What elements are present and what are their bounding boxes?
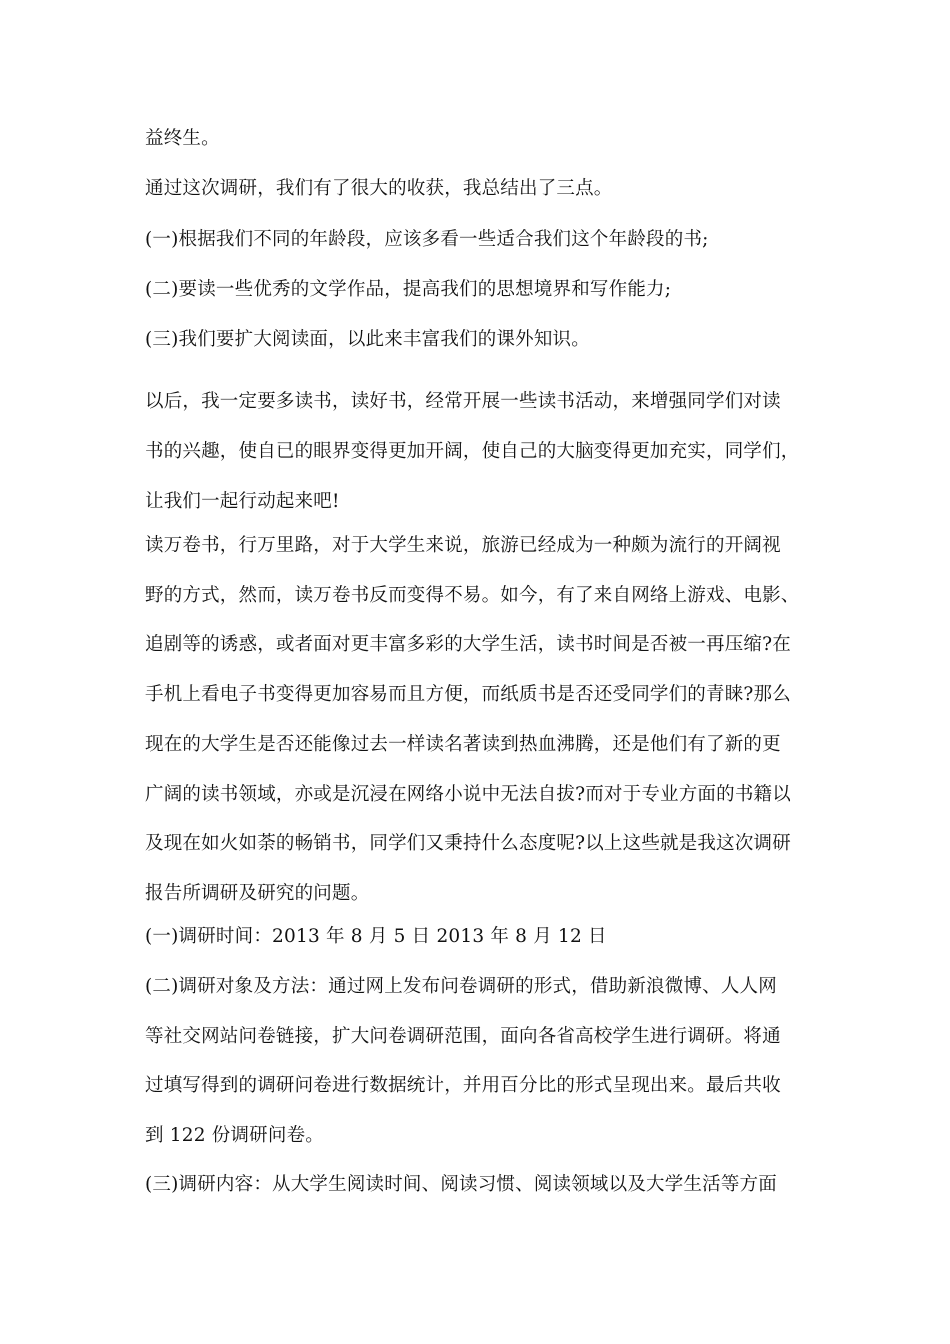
paragraph bbox=[145, 128, 825, 150]
text-line: (一)调研时间：2013 年 8 月 5 日 2013 年 8 月 12 日 bbox=[145, 926, 607, 947]
text-line: 广阔的读书领域，亦或是沉浸在网络小说中无法自拔?而对于专业方面的书籍以 bbox=[145, 783, 791, 805]
text-line: 及现在如火如荼的畅销书，同学们又秉持什么态度呢?以上这些就是我这次调研 bbox=[145, 833, 791, 855]
text-line: (三)我们要扩大阅读面，以此来丰富我们的课外知识。 bbox=[145, 329, 590, 350]
paragraph bbox=[145, 962, 825, 1161]
text-line: 过填写得到的调研问卷进行数据统计，并用百分比的形式呈现出来。最后共收 bbox=[145, 1075, 781, 1097]
paragraph bbox=[145, 1174, 825, 1196]
text-line: 野的方式，然而，读万卷书反而变得不易。如今，有了来自网络上游戏、电影、 bbox=[145, 584, 800, 606]
text-line: 通过这次调研，我们有了很大的收获，我总结出了三点。 bbox=[145, 178, 613, 199]
text-line: 现在的大学生是否还能像过去一样读名著读到热血沸腾，还是他们有了新的更 bbox=[145, 733, 781, 755]
text-line: (二)要读一些优秀的文学作品，提高我们的思想境界和写作能力; bbox=[145, 279, 672, 300]
text-line: 手机上看电子书变得更加容易而且方便，而纸质书是否还受同学们的青睐?那么 bbox=[145, 684, 791, 706]
paragraph bbox=[145, 926, 825, 948]
text-line: 以后，我一定要多读书，读好书，经常开展一些读书活动，来增强同学们对读 bbox=[145, 391, 781, 412]
paragraph bbox=[145, 521, 825, 919]
paragraph bbox=[145, 279, 825, 301]
text-line: (二)调研对象及方法：通过网上发布问卷调研的形式，借助新浪微博、人人网 bbox=[145, 976, 777, 997]
text-line: 追剧等的诱惑，或者面对更丰富多彩的大学生活，读书时间是否被一再压缩?在 bbox=[145, 634, 791, 656]
text-line: 到 122 份调研问卷。 bbox=[145, 1125, 324, 1147]
text-line: 报告所调研及研究的问题。 bbox=[145, 882, 370, 904]
text-line: (一)根据我们不同的年龄段，应该多看一些适合我们这个年龄段的书; bbox=[145, 229, 709, 250]
text-line: 让我们一起行动起来吧! bbox=[145, 491, 340, 512]
text-line: 等社交网站问卷链接，扩大问卷调研范围，面向各省高校学生进行调研。将通 bbox=[145, 1025, 781, 1047]
paragraph bbox=[145, 377, 825, 527]
paragraph bbox=[145, 329, 825, 351]
text-line: 益终生。 bbox=[145, 128, 220, 149]
text-line: (三)调研内容：从大学生阅读时间、阅读习惯、阅读领域以及大学生活等方面 bbox=[145, 1174, 777, 1195]
text-line: 读万卷书，行万里路，对于大学生来说，旅游已经成为一种颇为流行的开阔视 bbox=[145, 535, 781, 556]
text-line: 书的兴趣，使自已的眼界变得更加开阔，使自己的大脑变得更加充实，同学们， bbox=[145, 441, 800, 462]
paragraph bbox=[145, 229, 825, 251]
paragraph bbox=[145, 178, 825, 200]
